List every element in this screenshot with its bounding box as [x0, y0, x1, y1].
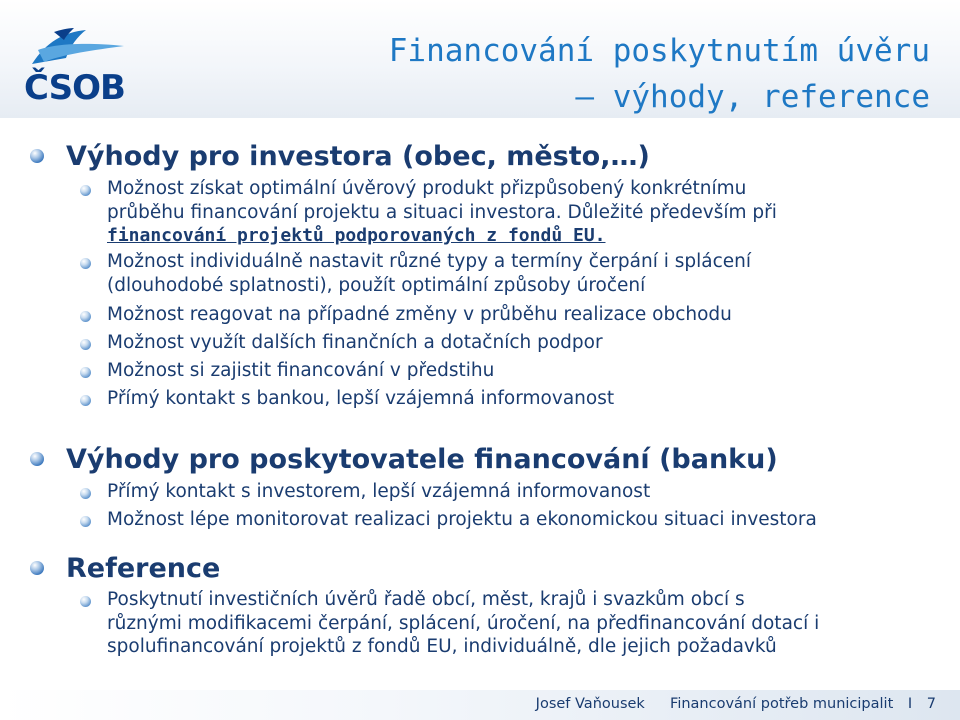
bullet-level2-icon — [80, 311, 91, 322]
list-item-line: Poskytnutí investičních úvěrů řadě obcí, měst, krajů i svazkům obcí s — [107, 589, 745, 610]
bullet-level1-icon — [30, 561, 44, 575]
list-item — [107, 177, 937, 248]
bullet-level2-icon — [80, 367, 91, 378]
footer-presentation-title: Financování potřeb municipalit — [670, 696, 894, 712]
footer-text — [536, 696, 936, 712]
list-item-emphasis: financování projektů podporovaných z fondů EU. — [107, 225, 606, 246]
list-item-line: různými modifikacemi čerpání, splácení, úročení, na předfinancování dotací i — [107, 612, 820, 634]
bullet-level2-icon — [80, 488, 91, 499]
section-heading-investor: Výhody pro investora (obec, město,…) — [66, 141, 650, 172]
list-item: Možnost lépe monitorovat realizaci projektu a ekonomickou situaci investora — [107, 509, 817, 530]
slide-title-line2: – výhody, reference — [575, 79, 930, 115]
footer-author: Josef Vaňousek — [535, 696, 645, 712]
bullet-level2-icon — [80, 395, 91, 406]
list-item: Možnost si zajistit financování v předstihu — [107, 360, 495, 381]
csob-logo-text: ČSOB — [24, 68, 125, 108]
list-item-line: průběhu financování projektu a situaci investora. Důležité především při — [107, 201, 777, 223]
bullet-level2-icon — [80, 185, 91, 196]
bullet-level2-icon — [80, 596, 91, 607]
slide-title-line1: Financování poskytnutím úvěru — [388, 33, 930, 69]
section-heading-reference: Reference — [66, 553, 221, 584]
bullet-level1-icon — [30, 452, 44, 466]
list-item-line: (dlouhodobé splatnosti), použít optimální způsoby úročení — [107, 274, 646, 296]
list-item-line: Možnost individuálně nastavit různé typy a termíny čerpání i splácení — [107, 251, 752, 272]
list-item-line: Možnost získat optimální úvěrový produkt přizpůsobený konkrétnímu — [107, 178, 747, 199]
footer-separator: I — [907, 696, 913, 712]
section-heading-bank: Výhody pro poskytovatele financování (banku) — [66, 444, 778, 475]
bullet-level1-icon — [30, 149, 44, 163]
footer-bar — [0, 690, 960, 720]
footer-page-number: 7 — [926, 696, 936, 712]
bullet-level2-icon — [80, 258, 91, 269]
list-item-line: spolufinancování projektů z fondů EU, individuálně, dle jejich požadavků — [107, 636, 777, 657]
list-item: Přímý kontakt s investorem, lepší vzájemná informovanost — [107, 481, 651, 502]
list-item — [107, 588, 937, 659]
bullet-level2-icon — [80, 339, 91, 350]
list-item — [107, 250, 937, 297]
bullet-level2-icon — [80, 516, 91, 527]
list-item: Možnost využít dalších finančních a dotačních podpor — [107, 332, 603, 353]
list-item: Možnost reagovat na případné změny v průběhu realizace obchodu — [107, 304, 732, 325]
list-item: Přímý kontakt s bankou, lepší vzájemná informovanost — [107, 388, 615, 409]
